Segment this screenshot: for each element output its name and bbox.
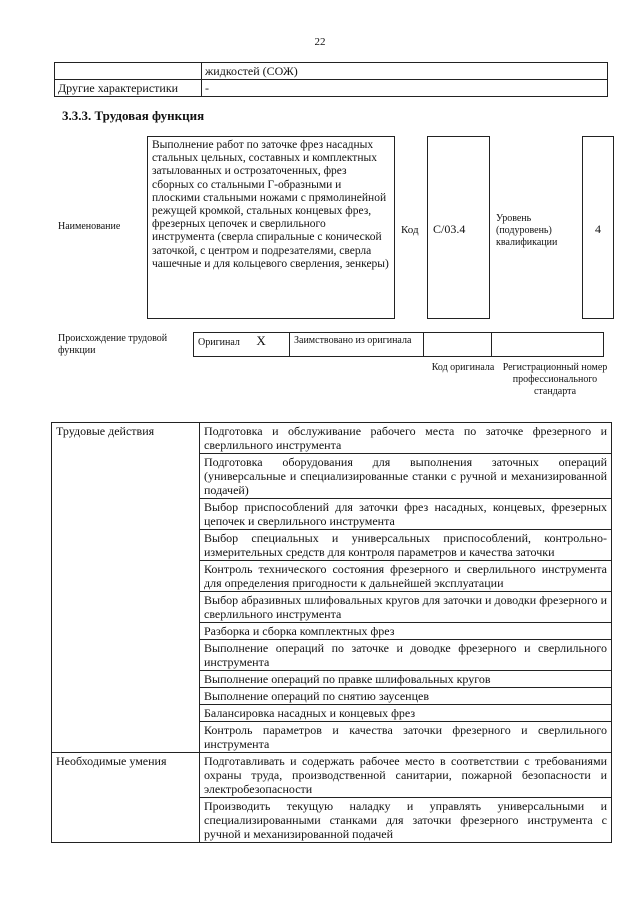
original-label: Оригинал bbox=[198, 337, 240, 348]
other-characteristics-label: Другие характеристики bbox=[55, 80, 202, 97]
list-item: Контроль параметров и качества заточки фрезерного и сверлильного инструмента bbox=[200, 722, 612, 753]
table-row bbox=[52, 423, 612, 454]
function-name-box: Выполнение работ по заточке фрез насадных стальных цельных, составных и комплектных затылованных и острозаточенных, фрез сборных со стальными Г-образными и плоскими стальными ножами с прямолинейной режущей кромкой, стальных концевых фрез, фрезерных цепочек и сверлильного инструмента (сверла спиральные с конической заточкой, с центром и подрезателями, сверла чашечные и для кольцевого сверления, зенкеры) bbox=[147, 136, 395, 319]
code-original-label: Код оригинала bbox=[431, 362, 495, 373]
required-skills-label: Необходимые умения bbox=[52, 753, 200, 843]
original-cell bbox=[194, 333, 290, 357]
origin-label: Происхождение трудовой функции bbox=[58, 333, 168, 356]
reg-number-cell bbox=[492, 333, 604, 357]
list-item: Выполнение операций по заточке и доводке фрезерного и сверлильного инструмента bbox=[200, 640, 612, 671]
list-item: Подготавливать и содержать рабочее место в соответствии с требованиями охраны труда, производственной санитарии, пожарной безопасности и электробезопасности bbox=[200, 753, 612, 798]
list-item: Производить текущую наладку и управлять универсальными и специализированными станками для заточки фрезерного инструмента с ручной и механизированной подачей bbox=[200, 798, 612, 843]
list-item: Подготовка оборудования для выполнения заточных операций (универсальные и специализированные станки с ручной и механизированной подачей) bbox=[200, 454, 612, 499]
table-row bbox=[55, 80, 608, 97]
code-value: C/03.4 bbox=[433, 222, 466, 236]
list-item: Балансировка насадных и концевых фрез bbox=[200, 705, 612, 722]
list-item: Выбор приспособлений для заточки фрез насадных, концевых, фрезерных цепочек и сверлильного инструмента bbox=[200, 499, 612, 530]
list-item: Контроль технического состояния фрезерного и сверлильного инструмента для определения пригодности к дальнейшей эксплуатации bbox=[200, 561, 612, 592]
list-item: Выбор специальных и универсальных приспособлений, контрольно-измерительных средств для контроля параметров и качества заточки bbox=[200, 530, 612, 561]
reg-number-label: Регистрационный номер профессионального стандарта bbox=[502, 362, 608, 397]
qualification-level-value: 4 bbox=[595, 222, 601, 236]
characteristics-table bbox=[54, 62, 608, 97]
labor-actions-label: Трудовые действия bbox=[52, 423, 200, 753]
table-cell-empty bbox=[55, 63, 202, 80]
code-original-cell bbox=[424, 333, 492, 357]
list-item: Выполнение операций по правке шлифовальных кругов bbox=[200, 671, 612, 688]
original-mark: X bbox=[256, 333, 266, 348]
page-number: 22 bbox=[314, 36, 326, 48]
function-details-table bbox=[51, 422, 612, 843]
code-label: Код bbox=[401, 224, 419, 236]
name-label: Наименование bbox=[58, 221, 121, 232]
coolant-value: жидкостей (СОЖ) bbox=[202, 63, 608, 80]
table-row bbox=[55, 63, 608, 80]
list-item: Подготовка и обслуживание рабочего места по заточке фрезерного и сверлильного инструмента bbox=[200, 423, 612, 454]
borrowed-label: Заимствовано из оригинала bbox=[290, 333, 424, 357]
table-row bbox=[52, 753, 612, 798]
other-characteristics-value: - bbox=[202, 80, 608, 97]
table-row bbox=[194, 333, 604, 357]
section-title: 3.3.3. Трудовая функция bbox=[62, 108, 205, 123]
list-item: Разборка и сборка комплектных фрез bbox=[200, 623, 612, 640]
qualification-level-label: Уровень (подуровень) квалификации bbox=[496, 213, 558, 248]
list-item: Выполнение операций по снятию заусенцев bbox=[200, 688, 612, 705]
list-item: Выбор абразивных шлифовальных кругов для заточки и доводки фрезерного и сверлильного инструмента bbox=[200, 592, 612, 623]
origin-table bbox=[193, 332, 604, 357]
